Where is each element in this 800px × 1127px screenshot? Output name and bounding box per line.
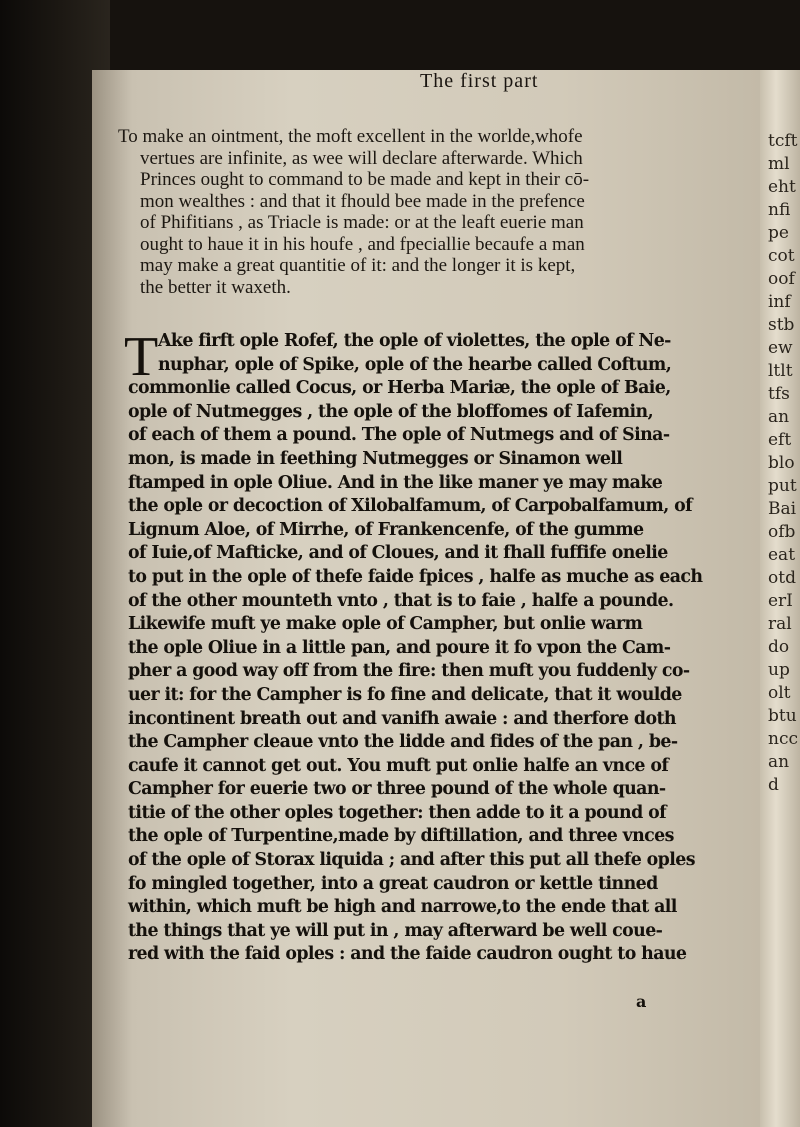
body-line: the ople or decoction of Xilobalfamum, of Carpobalfamum, of [128, 496, 692, 517]
running-title: The first part [420, 70, 539, 92]
body-line: nuphar, ople of Spike, ople of the hearbe called Coftum, [158, 354, 672, 375]
body-line: commonlie called Cocus, or Herba Mariæ, the ople of Baie, [128, 378, 671, 399]
body-line: caufe it cannot get out. You muft put onlie halfe an vnce of [128, 755, 669, 776]
body-line: Campher for euerie two or three pound of the whole quan- [128, 779, 666, 800]
body-line: titie of the other oples together: then adde to it a pound of [128, 802, 666, 823]
body-line: fo mingled together, into a great caudron or kettle tinned [128, 873, 658, 894]
body-line: red with the faid oples : and the faide caudron ought to haue [128, 944, 687, 965]
body-line: ftamped in ople Oliue. And in the like maner ye may make [128, 472, 663, 493]
body-line: the things that ye will put in , may afterward be well coue- [128, 920, 663, 941]
intro-line: of Phifitians , as Triacle is made: or at the leaft euerie man [140, 212, 584, 233]
body-line: Lignum Aloe, of Mirrhe, of Frankencenfe, of the gumme [128, 519, 644, 540]
intro-line: Princes ought to command to be made and kept in their cō- [140, 169, 590, 190]
body-line: within, which muft be high and narrowe,to the ende that all [128, 897, 677, 918]
facing-page-text: tcftmlehtnfipecotoofinfstbewltlttfsaneftbloputBaiofbeatotderIraldoupoltbtunccand [768, 131, 798, 795]
catchword: a [636, 992, 647, 1011]
drop-cap: T [124, 326, 159, 388]
body-line: incontinent breath out and vanifh awaie : and therfore doth [128, 708, 676, 729]
recipe-paragraph [128, 330, 756, 967]
body-line: pher a good way off from the fire: then muft you fuddenly co- [128, 661, 690, 682]
facing-page-edge [760, 70, 800, 1127]
body-line: the Campher cleaue vnto the lidde and fides of the pan , be- [128, 732, 678, 753]
body-line: ople of Nutmegges , the ople of the bloffomes of Iafemin, [128, 401, 654, 422]
intro-line: the better it waxeth. [140, 276, 291, 298]
body-line: the ople Oliue in a little pan, and poure it fo vpon the Cam- [128, 637, 671, 658]
intro-line: ought to haue it in his houfe , and fpeciallie becaufe a man [140, 233, 585, 255]
body-line: the ople of Turpentine,made by diftillation, and three vnces [128, 826, 674, 847]
intro-paragraph [118, 126, 758, 298]
body-line: of the other mounteth vnto , that is to faie , halfe a pounde. [128, 590, 674, 611]
intro-line: may make a great quantitie of it: and the longer it is kept, [140, 255, 576, 276]
body-line: uer it: for the Campher is fo fine and delicate, that it woulde [128, 684, 682, 705]
intro-line: vertues are infinite, as wee will declare afterwarde. Which [140, 147, 583, 169]
body-line: to put in the ople of thefe faide fpices , halfe as muche as each [128, 566, 703, 587]
body-line: of Iuie,of Mafticke, and of Cloues, and it fhall fuffife onelie [128, 543, 668, 564]
intro-line: To make an ointment, the moft excellent in the worlde,whofe [118, 126, 583, 147]
body-line: Ake firft ople Rofef, the ople of violettes, the ople of Ne- [158, 331, 671, 351]
body-line: mon, is made in feething Nutmegges or Sinamon well [128, 448, 623, 469]
body-line: of each of them a pound. The ople of Nutmegs and of Sina- [128, 425, 670, 446]
body-line: of the ople of Storax liquida ; and after this put all thefe oples [128, 850, 695, 871]
intro-line: mon wealthes : and that it fhould bee made in the prefence [140, 190, 585, 212]
body-line: Likewife muft ye make ople of Campher, but onlie warm [128, 614, 643, 635]
